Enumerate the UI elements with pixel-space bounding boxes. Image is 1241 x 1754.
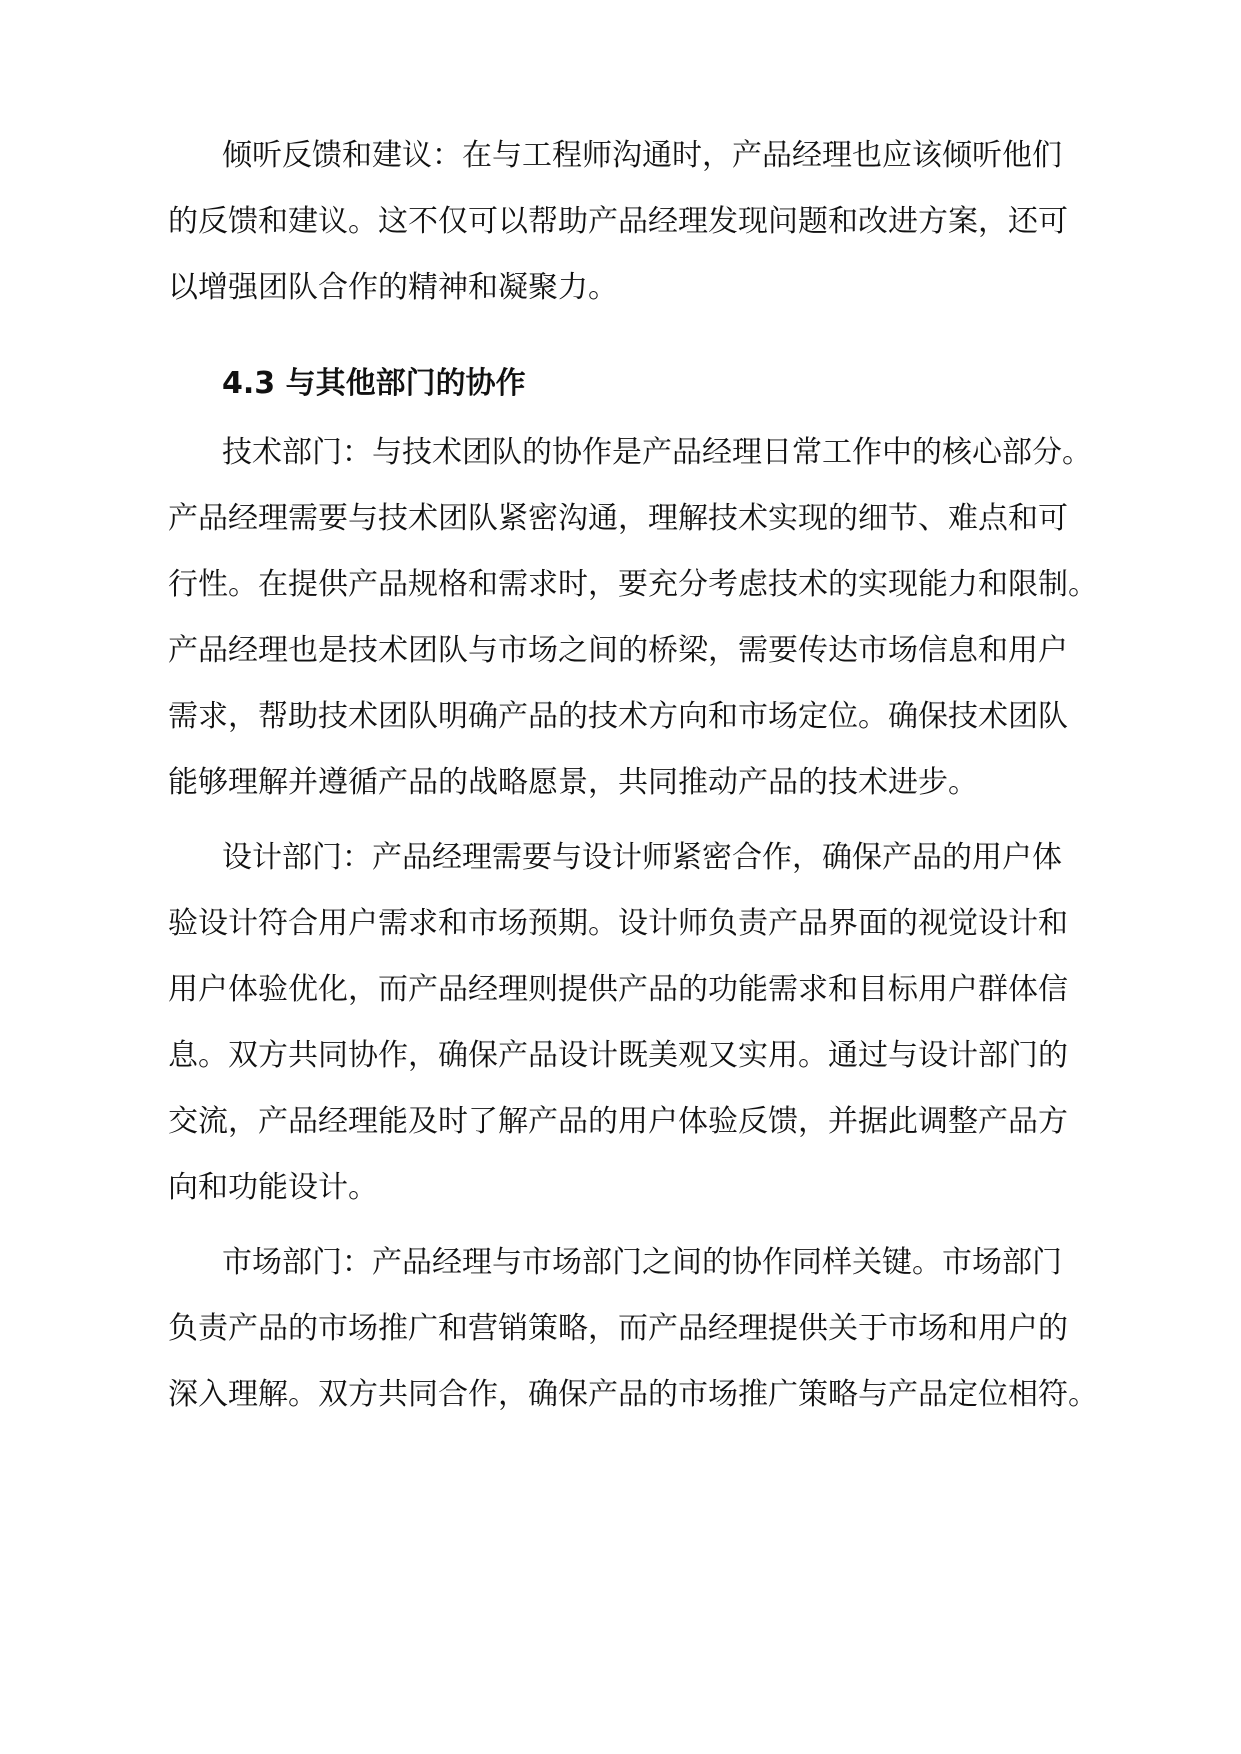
paragraph-3-line-3: 用户体验优化，而产品经理则提供产品的功能需求和目标用户群体信 bbox=[168, 972, 1068, 1007]
paragraph-4-line-3: 深入理解。双方共同合作，确保产品的市场推广策略与产品定位相符。 bbox=[168, 1377, 1098, 1412]
paragraph-3-line-5: 交流，产品经理能及时了解产品的用户体验反馈，并据此调整产品方 bbox=[168, 1104, 1068, 1139]
paragraph-1-line-3: 以增强团队合作的精神和凝聚力。 bbox=[168, 270, 618, 305]
paragraph-1-line-2: 的反馈和建议。这不仅可以帮助产品经理发现问题和改进方案，还可 bbox=[168, 204, 1068, 239]
paragraph-3-line-6: 向和功能设计。 bbox=[168, 1170, 378, 1205]
paragraph-2-line-4: 产品经理也是技术团队与市场之间的桥梁，需要传达市场信息和用户 bbox=[168, 633, 1068, 668]
paragraph-3-line-1: 设计部门：产品经理需要与设计师紧密合作，确保产品的用户体 bbox=[222, 840, 1062, 875]
paragraph-4-line-1: 市场部门：产品经理与市场部门之间的协作同样关键。市场部门 bbox=[222, 1245, 1062, 1280]
paragraph-2-line-2: 产品经理需要与技术团队紧密沟通，理解技术实现的细节、难点和可 bbox=[168, 501, 1068, 536]
paragraph-4-line-2: 负责产品的市场推广和营销策略，而产品经理提供关于市场和用户的 bbox=[168, 1311, 1068, 1346]
section-heading: 4.3 与其他部门的协作 bbox=[222, 366, 526, 401]
paragraph-2-line-6: 能够理解并遵循产品的战略愿景，共同推动产品的技术进步。 bbox=[168, 765, 978, 800]
paragraph-3-line-2: 验设计符合用户需求和市场预期。设计师负责产品界面的视觉设计和 bbox=[168, 906, 1068, 941]
paragraph-2-line-3: 行性。在提供产品规格和需求时，要充分考虑技术的实现能力和限制。 bbox=[168, 567, 1098, 602]
paragraph-2-line-1: 技术部门：与技术团队的协作是产品经理日常工作中的核心部分。 bbox=[222, 435, 1092, 470]
paragraph-2-line-5: 需求，帮助技术团队明确产品的技术方向和市场定位。确保技术团队 bbox=[168, 699, 1068, 734]
paragraph-3-line-4: 息。双方共同协作，确保产品设计既美观又实用。通过与设计部门的 bbox=[168, 1038, 1068, 1073]
paragraph-1-line-1: 倾听反馈和建议：在与工程师沟通时，产品经理也应该倾听他们 bbox=[222, 138, 1062, 173]
